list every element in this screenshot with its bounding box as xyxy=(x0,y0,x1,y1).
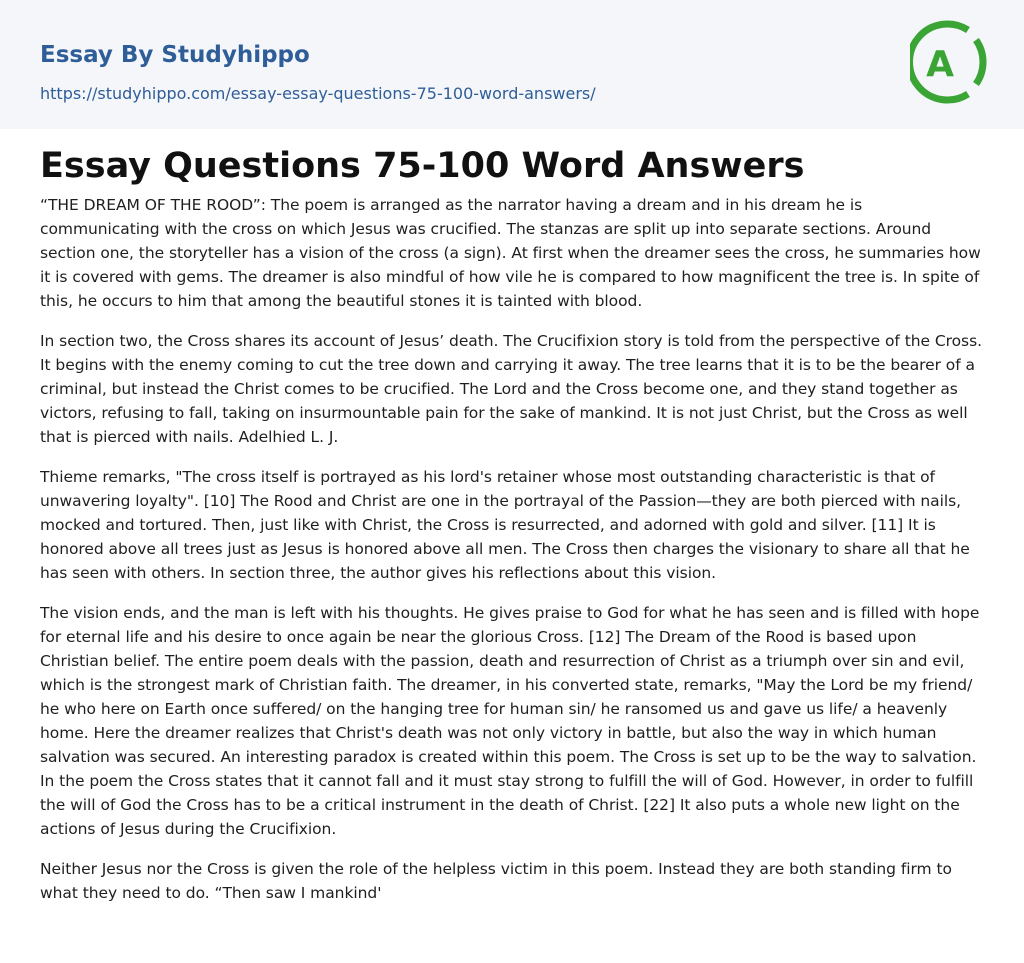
paragraph-1: “THE DREAM OF THE ROOD”: The poem is arranged as the narrator having a dream and in his dream he is communicating with the cross on which Jesus was crucified. The stanzas are split up into separate sections. Around section one, the storyteller has a vision of the cross (a sign). At first when the dreamer sees the cross, he summaries how it is covered with gems. The dreamer is also mindful of how vile he is compared to how magnificent the tree is. In spite of this, he occurs to him that among the beautiful stones it is tainted with blood. xyxy=(40,196,981,310)
logo-letter: A xyxy=(926,44,954,85)
paragraph-2: In section two, the Cross shares its account of Jesus’ death. The Crucifixion story is told from the perspective of the Cross. It begins with the enemy coming to cut the tree down and carrying it away. The tree learns that it is to be the bearer of a criminal, but instead the Christ comes to be crucified. The Lord and the Cross become one, and they stand together as victors, refusing to fall, taking on insurmountable pain for the sake of mankind. It is not just Christ, but the Cross as well that is pierced with nails. Adelhied L. J. xyxy=(40,332,982,446)
paragraph-4: The vision ends, and the man is left with his thoughts. He gives praise to God for what he has seen and is filled with hope for eternal life and his desire to once again be near the glorious Cross. [12] The Dream of the Rood is based upon Christian belief. The entire poem deals with the passion, death and resurrection of Christ as a triumph over sin and evil, which is the strongest mark of Christian faith. The dreamer, in his converted state, remarks, "May the Lord be my friend/ he who here on Earth once suffered/ on the hanging tree for human sin/ he ransomed us and gave us life/ a heavenly home. Here the dreamer realizes that Christ's death was not only victory in battle, but also the way in which human salvation was secured. An interesting paradox is created within this poem. The Cross is set up to be the way to salvation. In the poem the Cross states that it cannot fall and it must stay strong to fulfill the will of God. However, in order to fulfill the will of God the Cross has to be a critical instrument in the death of Christ. [22] It also puts a whole new light on the actions of Jesus during the Crucifixion. xyxy=(40,604,980,838)
site-title[interactable]: Essay By Studyhippo xyxy=(40,42,310,68)
page-title: Essay Questions 75-100 Word Answers xyxy=(40,146,805,186)
paragraph-5: Neither Jesus nor the Cross is given the role of the helpless victim in this poem. Instead they are both standing firm to what they need to do. “Then saw I mankind' xyxy=(40,860,952,902)
article-url-link[interactable]: https://studyhippo.com/essay-essay-questions-75-100-word-answers/ xyxy=(40,84,596,103)
article-body xyxy=(40,193,984,905)
paragraph-3: Thieme remarks, "The cross itself is portrayed as his lord's retainer whose most outstanding characteristic is that of unwavering loyalty". [10] The Rood and Christ are one in the portrayal of the Passion—they are both pierced with nails, mocked and tortured. Then, just like with Christ, the Cross is resurrected, and adorned with gold and silver. [11] It is honored above all trees just as Jesus is honored above all men. The Cross then charges the visionary to share all that he has seen with others. In section three, the author gives his reflections about this vision. xyxy=(40,468,970,582)
